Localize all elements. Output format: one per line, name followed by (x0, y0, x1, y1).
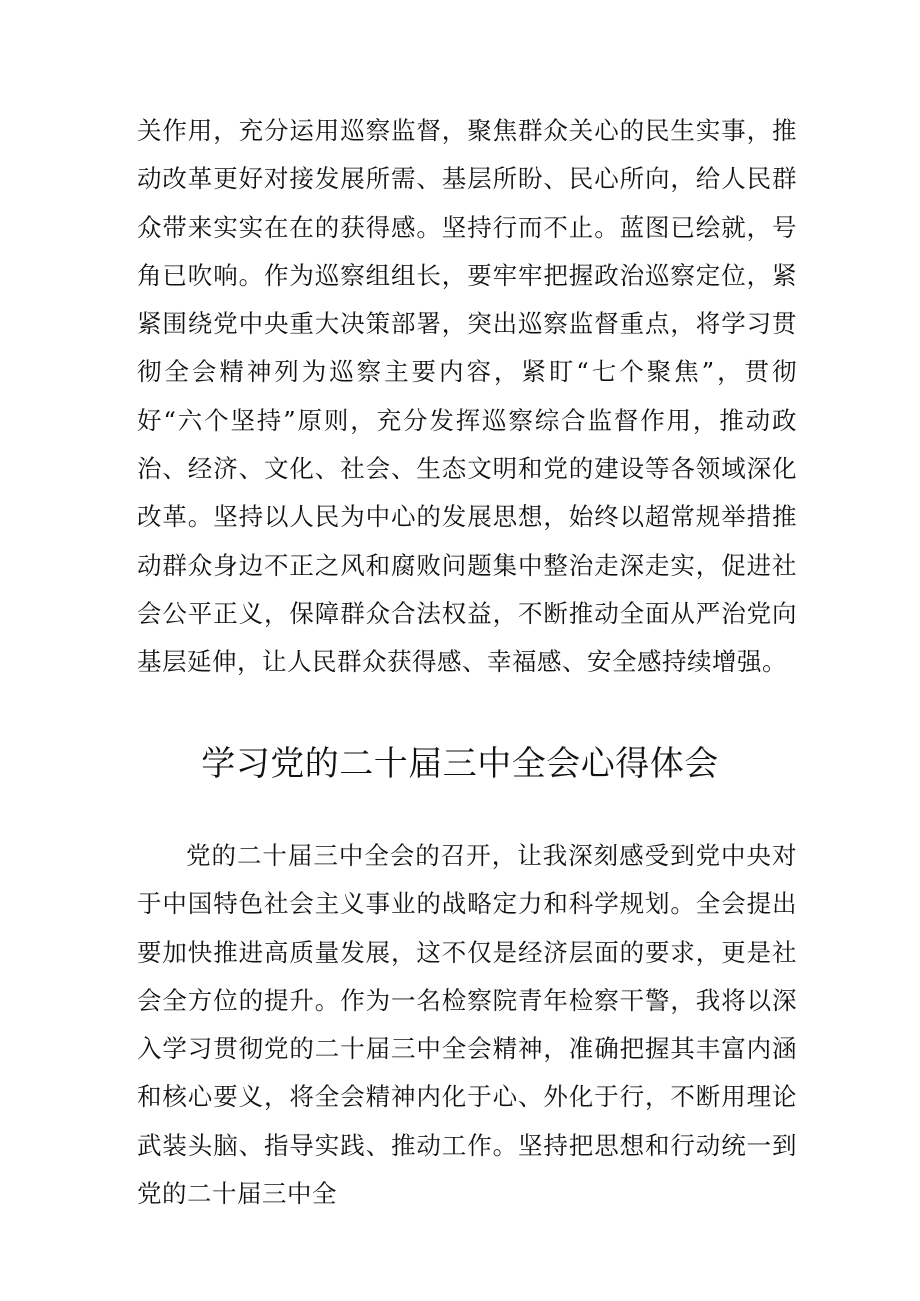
section-heading: 学习党的二十届三中全会心得体会 (201, 744, 719, 784)
body-paragraph-2: 党的二十届三中全会的召开，让我深刻感受到党中央对于中国特色社会主义事业的战略定力和科学规划。全会提出要加快推进高质量发展，这不仅是经济层面的要求，更是社会全方位的提升。作为一名检察院青年检察干警，我将以深入学习贯彻党的二十届三中全会精神，准确把握其丰富内涵和核心要义，将全会精神内化于心、外化于行，不断用理论武装头脑、指导实践、推动工作。坚持把思想和行动统一到党的二十届三中全 (137, 841, 797, 1209)
body-paragraph-1: 关作用，充分运用巡察监督，聚焦群众关心的民生实事，推动改革更好对接发展所需、基层所盼、民心所向，给人民群众带来实实在在的获得感。坚持行而不止。蓝图已绘就，号角已吹响。作为巡察组组长，要牢牢把握政治巡察定位，紧紧围绕党中央重大决策部署，突出巡察监督重点，将学习贯彻全会精神列为巡察主要内容，紧盯“七个聚焦”，贯彻好“六个坚持”原则，充分发挥巡察综合监督作用，推动政治、经济、文化、社会、生态文明和党的建设等各领域深化改革。坚持以人民为中心的发展思想，始终以超常规举措推动群众身边不正之风和腐败问题集中整治走深走实，促进社会公平正义，保障群众合法权益，不断推动全面从严治党向基层延伸，让人民群众获得感、幸福感、安全感持续增强。 (137, 116, 797, 677)
